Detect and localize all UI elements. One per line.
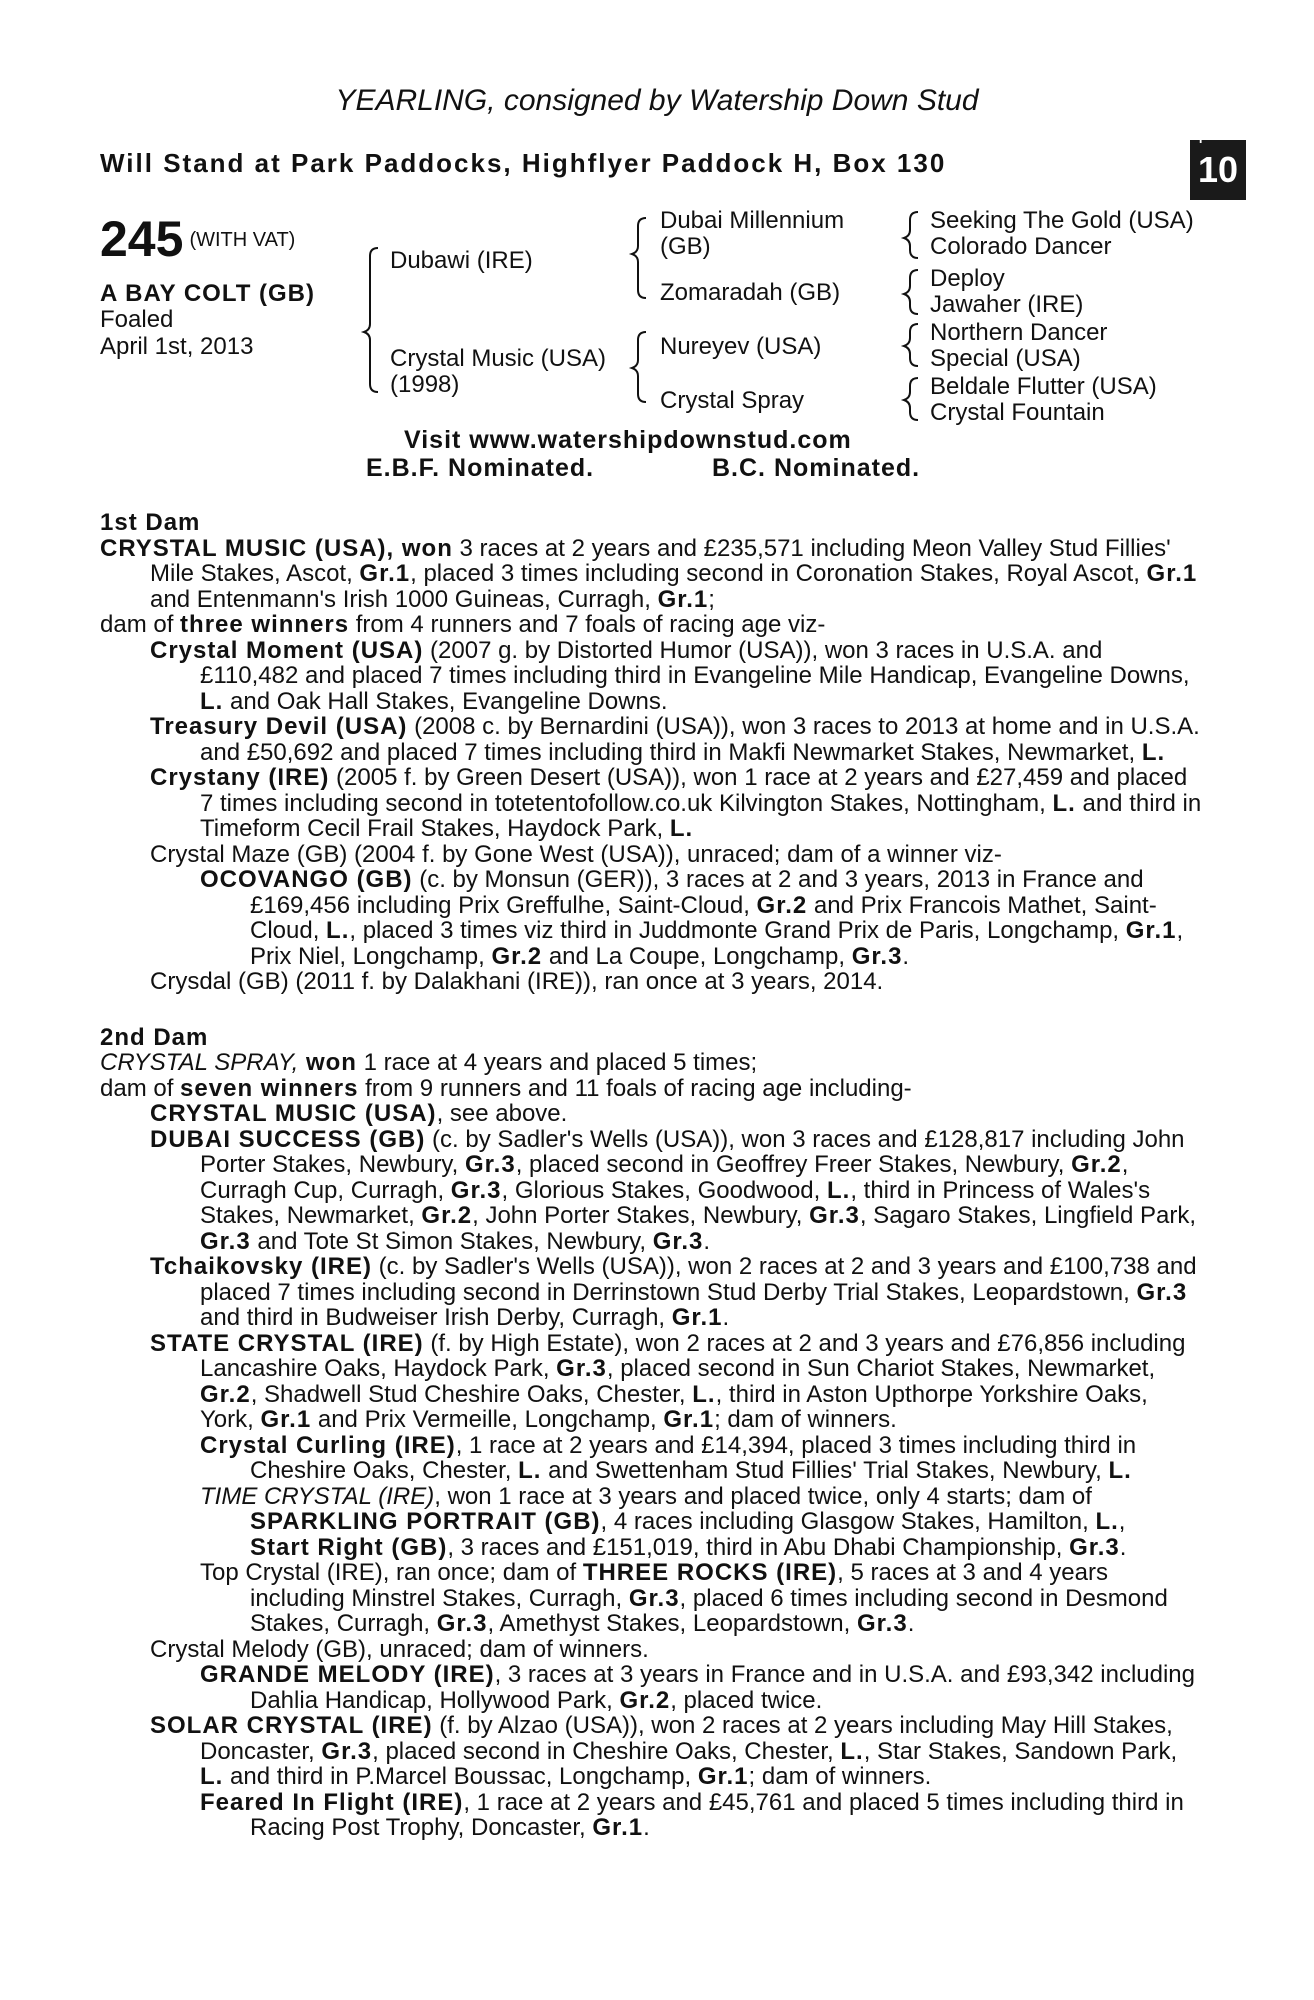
sire-sire-line2: (GB) [660, 233, 711, 260]
first-dam-heading: 1st Dam [100, 509, 201, 536]
great-grand-offspring-entry: Start Right (GB), 3 races and £151,019, third in Abu Dhabi Championship, Gr.3. [250, 1533, 1127, 1561]
dam-year: (1998) [390, 371, 460, 398]
sire-sire-line1: Dubai Millennium [660, 207, 845, 234]
first-dam-produce-summary: dam of three winners from 4 runners and 7 foals of racing age viz- [100, 611, 826, 638]
ggp-5: Northern Dancer [930, 319, 1108, 346]
ggp-2: Colorado Dancer [930, 233, 1112, 260]
sire-sire [660, 208, 844, 260]
page-title: YEARLING, consigned by Watership Down Stud [335, 84, 979, 117]
grand-offspring-entry: Feared In Flight (IRE), 1 race at 2 years and £45,761 and placed 5 times including third in Racing Post Trophy, Doncaster, Gr.1. [200, 1788, 1184, 1841]
offspring-entry: STATE CRYSTAL (IRE) (f. by High Estate), won 2 races at 2 and 3 years and £76,856 including Lancashire Oaks, Haydock Park, Gr.3, placed second in Sun Chariot Stakes, Newmarket, Gr.2, Shadwell Stud Cheshire Oaks, Chester, L., third in Aston Upthorpe Yorkshire Oaks, York, Gr.1 and Prix Vermeille, Longchamp, Gr.1; dam of winners. [150, 1329, 1186, 1433]
ggp-1: Seeking The Gold (USA) [930, 207, 1194, 234]
sire: Dubawi (IRE) [390, 247, 533, 274]
offspring-entry: Crystal Maze (GB) (2004 f. by Gone West (USA)), unraced; dam of a winner viz- [150, 840, 1002, 868]
offspring-entry: CRYSTAL MUSIC (USA), see above. [150, 1100, 568, 1127]
catalogue-body [100, 510, 1206, 1841]
grand-offspring-entry: Top Crystal (IRE), ran once; dam of THREE ROCKS (IRE), 5 races at 3 and 4 years including Minstrel Stakes, Curragh, Gr.3, placed 6 times including second in Desmond Stakes, Curragh, Gr.3, Amethyst Stakes, Leopardstown, Gr.3. [200, 1559, 1168, 1637]
grand-offspring-entry: TIME CRYSTAL (IRE), won 1 race at 3 years and placed twice, only 4 starts; dam of [200, 1482, 1092, 1510]
dam-name: Crystal Music (USA) [390, 345, 607, 372]
ggp-7: Beldale Flutter (USA) [930, 373, 1157, 400]
great-grand-offspring-entry: SPARKLING PORTRAIT (GB), 4 races including Glasgow Stakes, Hamilton, L., [250, 1508, 1126, 1535]
offspring-entry: Crystany (IRE) (2005 f. by Green Desert (USA)), won 1 race at 2 years and £27,459 and placed 7 times including second in totetentofollow.co.uk Kilvington Stakes, Nottingham, L. and third in Timeform Cecil Frail Stakes, Haydock Park, L. [150, 764, 1202, 842]
offspring-entry: Treasury Devil (USA) (2008 c. by Bernardini (USA)), won 3 races to 2013 at home and in U.S.A. and £50,692 and placed 7 times including third in Makfi Newmarket Stakes, Newmarket, L. [150, 713, 1200, 766]
ggp-8: Crystal Fountain [930, 399, 1105, 426]
website-line: Visit www.watershipdownstud.com [404, 426, 852, 454]
vat-note: (WITH VAT) [189, 229, 296, 251]
badge-plus: + [1196, 131, 1206, 148]
ggp-4: Jawaher (IRE) [930, 291, 1084, 318]
colt-name: A BAY COLT (GB) [100, 280, 316, 307]
second-dam-produce-summary: dam of seven winners from 9 runners and 11 foals of racing age including- [100, 1074, 912, 1102]
second-dam-record: CRYSTAL SPRAY, won 1 race at 4 years and placed 5 times; [100, 1049, 758, 1076]
offspring-entry: Tchaikovsky (IRE) (c. by Sadler's Wells (USA)), won 2 races at 2 and 3 years and £100,738 and placed 7 times including second in Derrinstown Stud Derby Trial Stakes, Leopardstown, Gr.3 and third in Budweiser Irish Derby, Curragh, Gr.1. [150, 1253, 1197, 1331]
offspring-entry: Crysdal (GB) (2011 f. by Dalakhani (IRE)), ran once at 3 years, 2014. [150, 968, 884, 995]
lot-number: 245 [100, 211, 184, 267]
ggp-3: Deploy [930, 265, 1005, 292]
foaled-label: Foaled [100, 306, 174, 333]
dam [390, 346, 606, 398]
grand-offspring-entry: Crystal Curling (IRE), 1 race at 2 years and £14,394, placed 3 times including third in Cheshire Oaks, Chester, L. and Swettenham Stud Fillies' Trial Stakes, Newbury, L. [200, 1431, 1137, 1484]
sire-dam: Zomaradah (GB) [660, 279, 841, 306]
ggp-6: Special (USA) [930, 345, 1081, 372]
offspring-entry: DUBAI SUCCESS (GB) (c. by Sadler's Wells (USA)), won 3 races and £128,817 including John Porter Stakes, Newbury, Gr.3, placed second in Geoffrey Freer Stakes, Newbury, Gr.2, Curragh Cup, Curragh, Gr.3, Glorious Stakes, Goodwood, L., third in Princess of Wales's Stakes, Newmarket, Gr.2, John Porter Stakes, Newbury, Gr.3, Sagaro Stakes, Lingfield Park, Gr.3 and Tote St Simon Stakes, Newbury, Gr.3. [150, 1125, 1197, 1255]
dam-dam: Crystal Spray [660, 387, 805, 414]
grand-offspring-entry: OCOVANGO (GB) (c. by Monsun (GER)), 3 races at 2 and 3 years, 2013 in France and £169,456 including Prix Greffulhe, Saint-Cloud, Gr.2 and Prix Francois Mathet, Saint-Cloud, L., placed 3 times viz third in Juddmonte Grand Prix de Paris, Longchamp, Gr.1, Prix Niel, Longchamp, Gr.2 and La Coupe, Longchamp, Gr.3. [200, 866, 1184, 970]
offspring-entry: Crystal Moment (USA) (2007 g. by Distorted Humor (USA)), won 3 races in U.S.A. and £110,482 and placed 7 times including third in Evangeline Mile Handicap, Evangeline Downs, L. and Oak Hall Stakes, Evangeline Downs. [150, 636, 1190, 715]
badge-number: 10 [1197, 149, 1239, 190]
location-line: Will Stand at Park Paddocks, Highflyer Paddock H, Box 130 [100, 148, 947, 178]
dam-sire: Nureyev (USA) [660, 333, 822, 360]
grand-offspring-entry: GRANDE MELODY (IRE), 3 races at 3 years in France and in U.S.A. and £93,342 including Dahlia Handicap, Hollywood Park, Gr.2, placed twice. [200, 1661, 1195, 1714]
ebf-nomination: E.B.F. Nominated. [366, 454, 595, 482]
first-dam-record: CRYSTAL MUSIC (USA), won 3 races at 2 years and £235,571 including Meon Valley Stud Fillies' Mile Stakes, Ascot, Gr.1, placed 3 times including second in Coronation Stakes, Royal Ascot, Gr.1 and Entenmann's Irish 1000 Guineas, Curragh, Gr.1; [100, 534, 1198, 613]
foaled-date: April 1st, 2013 [100, 333, 254, 360]
offspring-entry: Crystal Melody (GB), unraced; dam of winners. [150, 1635, 649, 1663]
offspring-entry: SOLAR CRYSTAL (IRE) (f. by Alzao (USA)), won 2 races at 2 years including May Hill Stakes, Doncaster, Gr.3, placed second in Cheshire Oaks, Chester, L., Star Stakes, Sandown Park, L. and third in P.Marcel Boussac, Longchamp, Gr.1; dam of winners. [150, 1712, 1178, 1790]
bc-nomination: B.C. Nominated. [712, 454, 921, 482]
second-dam-heading: 2nd Dam [100, 1023, 209, 1051]
